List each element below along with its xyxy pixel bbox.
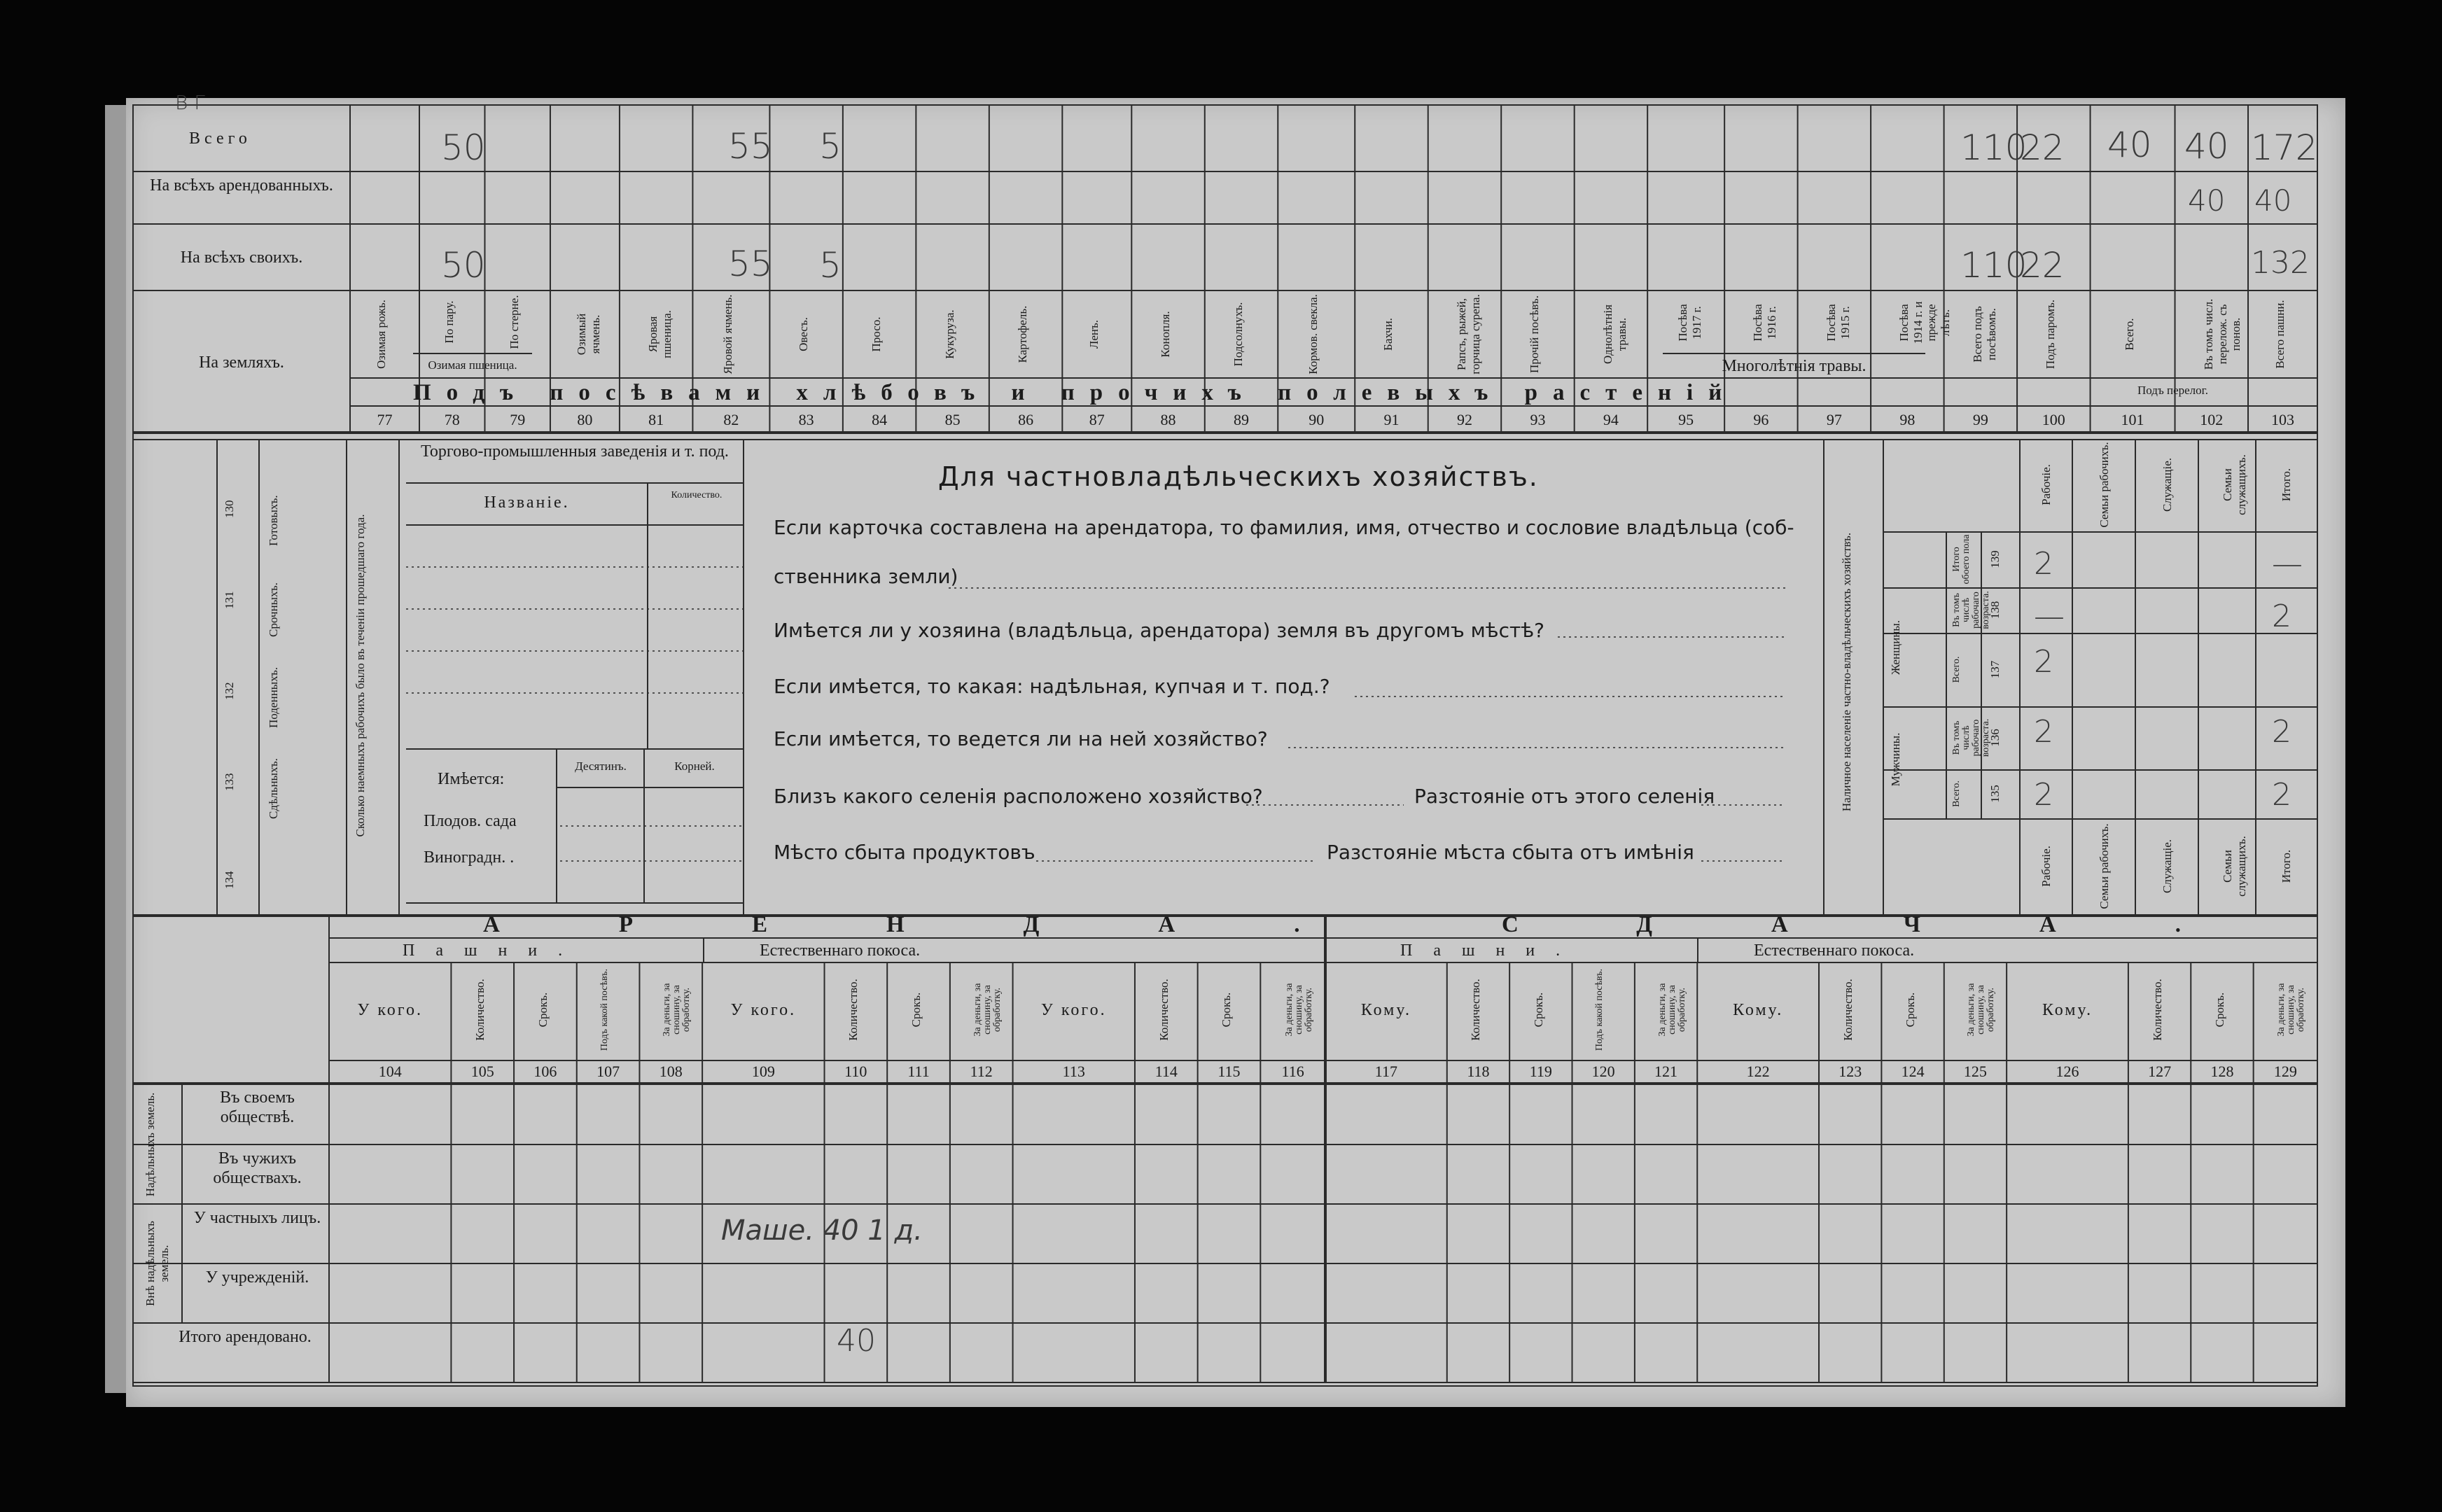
has-label: Имѣется: — [438, 770, 505, 788]
row-rented-label: На всѣхъ арендованныхъ. — [150, 176, 333, 195]
lease-column-header: Количество. — [473, 979, 487, 1041]
hw-total-rye: 50 — [441, 127, 486, 168]
question-market: Мѣсто сбыта продуктовъ — [774, 841, 1035, 864]
lease-column-number: 106 — [533, 1063, 557, 1080]
lease-column-number: 111 — [907, 1063, 930, 1080]
population-bottom-header: Итого. — [2279, 849, 2293, 883]
row-other-communities: Въ чужихъ обществахъ. — [213, 1149, 302, 1187]
lease-column-number: 128 — [2210, 1063, 2234, 1080]
lease-column-number: 121 — [1654, 1063, 1678, 1080]
crop-header: Ленъ. — [1087, 319, 1101, 349]
lease-column-number: 105 — [470, 1063, 494, 1080]
lease-column-number: 109 — [751, 1063, 775, 1080]
worker-type-number: 130 — [223, 500, 236, 518]
lease-column-number: 112 — [970, 1063, 993, 1080]
hw-own-oats: 5 — [819, 245, 842, 286]
population-row-number: 136 — [1988, 729, 2002, 747]
population-row-label: Въ томъ числѣ рабочаго возраста. — [1951, 718, 1991, 757]
lease-column-number: 108 — [659, 1063, 683, 1080]
worker-type-number: 133 — [223, 773, 236, 791]
men-label: Мужчины. — [1889, 732, 1902, 787]
lease-column-header: Кому. — [1733, 1001, 1784, 1019]
question-village: Близъ какого селенiя расположено хозяйство? — [774, 785, 1263, 808]
lease-column-number: 119 — [1529, 1063, 1552, 1080]
crop-header: Посѣва 1915 г. — [1824, 304, 1852, 342]
crop-header: По пару. — [442, 300, 456, 344]
hw-total-arable: 172 — [2251, 127, 2318, 168]
lease-out-hay-header: Естественнаго покоса. — [1754, 941, 1915, 960]
crop-number: 79 — [510, 411, 526, 428]
lease-column-number: 115 — [1217, 1063, 1241, 1080]
hw-total-value: 2 — [2272, 714, 2291, 750]
worker-type-number: 134 — [223, 871, 236, 889]
lease-column-header: Количество. — [1841, 979, 1855, 1041]
hw-workers-value: 2 — [2034, 644, 2053, 680]
hw-own-barley: 55 — [728, 244, 773, 284]
private-holdings-title: Для частновладѣльческихъ хозяйствъ. — [938, 461, 1539, 492]
lease-column-header: Срокъ. — [1904, 992, 1918, 1028]
hw-total-fallow: 22 — [2020, 127, 2065, 168]
lease-out-arable-header: Пашни. — [1400, 941, 1582, 960]
row-institutions: У учрежденiй. — [205, 1268, 309, 1287]
crop-number: 96 — [1753, 411, 1769, 428]
crop-header: Всего пашни. — [2273, 300, 2287, 369]
population-title: Наличное населенiе частно-владѣльческихъ хозяйствъ. — [1840, 532, 1853, 812]
lease-column-header: Срокъ. — [1220, 992, 1234, 1028]
worker-type-label: Срочныхъ. — [267, 582, 280, 637]
row-own-community: Въ своемъ обществѣ. — [220, 1088, 295, 1126]
lease-in-arable-header: Пашни. — [403, 941, 584, 960]
lease-column-header: Кому. — [2042, 1001, 2093, 1019]
question-owner-cont: ственника земли) — [774, 565, 958, 588]
crop-header: Подъ паромъ. — [2044, 299, 2058, 370]
lease-column-number: 126 — [2056, 1063, 2079, 1080]
crop-header: Посѣва 1916 г. — [1751, 304, 1778, 342]
hw-rented-lay: 40 — [2188, 183, 2226, 218]
question-land-kind: Если имѣется, то какая: надѣльная, купчая и т. под.? — [774, 675, 1330, 698]
crop-header: Посѣва 1917 г. — [1676, 304, 1703, 342]
crop-number: 101 — [2121, 411, 2144, 428]
crop-number: 98 — [1899, 411, 1916, 428]
allotment-lands-label: Надѣльныхъ земель. — [144, 1092, 157, 1197]
population-row-number: 135 — [1988, 785, 2002, 803]
hand-mark: В Г — [175, 91, 205, 114]
crop-number: 78 — [444, 411, 460, 428]
crop-header: Бахчи. — [1381, 318, 1395, 351]
row-own-label: На всѣхъ своихъ. — [180, 248, 303, 267]
hw-own-rye: 50 — [441, 245, 486, 286]
crop-header: Яровой ячмень. — [721, 294, 735, 374]
lease-column-header: У кого. — [357, 1001, 424, 1019]
population-bottom-header: Семьи рабочихъ. — [2097, 823, 2111, 909]
lease-column-header: Подъ какой посѣвъ. — [599, 968, 610, 1051]
crop-number: 94 — [1603, 411, 1619, 428]
crop-number: 77 — [377, 411, 393, 428]
lease-column-header: Количество. — [1157, 979, 1171, 1041]
crop-number: 87 — [1089, 411, 1105, 428]
population-row-number: 139 — [1988, 550, 2002, 568]
population-row-label: Всего. — [1951, 656, 1962, 683]
crop-header: Кормов. свекла. — [1306, 294, 1320, 374]
lease-column-header: Подъ какой посѣвъ. — [1594, 968, 1605, 1051]
row-total-label: Всего — [189, 130, 251, 148]
population-top-header: Служащiе. — [2160, 458, 2174, 512]
lease-column-number: 124 — [1901, 1063, 1925, 1080]
hw-total-value: 2 — [2272, 777, 2291, 813]
worker-type-number: 131 — [223, 591, 236, 609]
crop-header: Всего. — [2123, 318, 2137, 351]
lease-column-header: Кому. — [1360, 1001, 1411, 1019]
crop-number: 82 — [723, 411, 739, 428]
name-column-header: Названiе. — [484, 493, 570, 512]
row-private-persons: У частныхъ лицъ. — [193, 1209, 321, 1227]
hw-own-arable: 132 — [2251, 245, 2310, 281]
lease-column-header: Срокъ. — [1531, 992, 1545, 1028]
lease-column-header: Количество. — [2150, 979, 2164, 1041]
crop-number: 88 — [1160, 411, 1176, 428]
population-row-label: Всего. — [1951, 780, 1962, 807]
lease-column-number: 104 — [378, 1063, 402, 1080]
question-farming: Если имѣется, то ведется ли на ней хозяйство? — [774, 727, 1268, 750]
lease-column-number: 125 — [1963, 1063, 1987, 1080]
lease-column-header: За деньги, за сношину, за обработку. — [972, 983, 1003, 1037]
sown-band-header: Подъ посѣвами хлѣбовъ и прочихъ полевыхъ растенiй — [413, 380, 1738, 405]
trade-establishments-header: Торгово-промышленныя заведенiя и т. под. — [421, 442, 729, 461]
lease-column-header: За деньги, за сношину, за обработку. — [662, 983, 692, 1037]
question-owner: Если карточка составлена на арендатора, то фамилия, имя, отчество и сословие владѣльца (соб- — [774, 516, 1794, 539]
crop-number: 90 — [1309, 411, 1325, 428]
hw-rented-arable: 40 — [2254, 183, 2292, 218]
worker-type-label: Поденныхъ. — [267, 667, 280, 728]
lease-column-number: 118 — [1467, 1063, 1490, 1080]
lease-in-hay-header: Естественнаго покоса. — [760, 941, 921, 960]
crop-header: Рапсъ, рыжей, горчица сурепа. — [1454, 294, 1482, 374]
crop-number: 80 — [577, 411, 593, 428]
crop-header: Озимый ячмень. — [575, 313, 602, 356]
worker-type-label: Сдѣльныхъ. — [267, 758, 280, 819]
orchard-label: Плодов. сада — [424, 812, 517, 830]
lease-column-header: У кого. — [730, 1001, 797, 1019]
lease-column-header: За деньги, за сношину, за обработку. — [2276, 983, 2307, 1037]
population-row-label: Въ томъ числѣ рабочаго возраста. — [1951, 591, 1991, 629]
hw-lease-total: 40 — [837, 1323, 876, 1359]
lease-column-header: За деньги, за сношину, за обработку. — [1966, 983, 1997, 1037]
hw-own-fallow: 22 — [2020, 245, 2065, 286]
lease-column-header: Количество. — [1469, 979, 1483, 1041]
winter-wheat-header: Озимая пшеница. — [428, 358, 517, 372]
hw-total-value: — — [2272, 546, 2303, 582]
question-other-land: Имѣется ли у хозяина (владѣльца, арендатора) земля въ другомъ мѣстѣ? — [774, 619, 1544, 642]
hw-total-barley: 55 — [728, 126, 773, 167]
hw-workers-value: 2 — [2034, 546, 2053, 582]
lease-column-header: Срокъ. — [909, 992, 923, 1028]
crop-header: Подсолнухъ. — [1232, 302, 1246, 367]
roots-header: Корней. — [674, 760, 715, 773]
quantity-column-header: Количество. — [671, 490, 723, 500]
crop-number: 102 — [2200, 411, 2224, 428]
worker-type-label: Готовыхъ. — [267, 495, 280, 546]
lease-column-number: 120 — [1591, 1063, 1615, 1080]
population-bottom-header: Семьи служащихъ. — [2220, 836, 2248, 897]
lease-column-number: 116 — [1281, 1063, 1304, 1080]
crop-number: 86 — [1018, 411, 1034, 428]
hw-workers-value: 2 — [2034, 777, 2053, 813]
vineyard-label: Виноградн. . — [424, 848, 515, 867]
hw-workers-value: 2 — [2034, 714, 2053, 750]
lease-column-header: Срокъ. — [2212, 992, 2226, 1028]
lease-column-number: 129 — [2273, 1063, 2297, 1080]
crop-number: 84 — [872, 411, 888, 428]
fallow-header: Подъ перелог. — [2137, 384, 2208, 397]
lease-column-number: 123 — [1839, 1063, 1862, 1080]
population-bottom-header: Служащiе. — [2160, 839, 2174, 893]
hw-total-oats: 5 — [819, 126, 842, 167]
women-label: Женщины. — [1889, 620, 1902, 675]
crop-number: 93 — [1530, 411, 1546, 428]
population-top-header: Итого. — [2279, 468, 2293, 502]
population-top-header: Семьи служащихъ. — [2220, 454, 2248, 515]
crop-header: Кукуруза. — [942, 309, 956, 359]
worker-type-number: 132 — [223, 682, 236, 700]
crop-number: 89 — [1234, 411, 1250, 428]
lease-column-number: 127 — [2148, 1063, 2172, 1080]
hw-total-lay-incl: 40 — [2184, 126, 2229, 167]
crop-number: 103 — [2271, 411, 2294, 428]
lease-column-number: 110 — [844, 1063, 867, 1080]
lease-column-header: У кого. — [1040, 1001, 1107, 1019]
perennial-grass-header: Многолѣтнiя травы. — [1722, 357, 1867, 375]
crop-header: Посѣва 1914 г. и прежде лѣтъ. — [1897, 301, 1952, 344]
lease-column-number: 117 — [1374, 1063, 1397, 1080]
crop-number: 97 — [1826, 411, 1842, 428]
crop-header: Конопля. — [1158, 311, 1172, 358]
lease-in-header: АРЕНДА. — [483, 912, 1419, 937]
population-top-header: Рабочiе. — [2039, 464, 2053, 505]
population-row-number: 137 — [1988, 660, 2002, 679]
row-total-leased: Итого арендовано. — [179, 1328, 312, 1346]
lease-column-header: За деньги, за сношину, за обработку. — [1656, 983, 1687, 1037]
non-allotment-lands-label: Внѣ надѣльныхъ земель. — [144, 1221, 171, 1306]
crop-header: Картофель. — [1016, 305, 1030, 363]
hw-workers-value: — — [2034, 598, 2065, 634]
hw-total-sown: 110 — [1960, 127, 2028, 168]
crop-header: Озимая рожь. — [375, 300, 389, 369]
crop-header: Всего подъ посѣвомъ. — [1970, 306, 1998, 363]
hw-total-lay: 40 — [2107, 125, 2152, 165]
lease-column-header: Срокъ. — [536, 992, 550, 1028]
crop-number: 85 — [944, 411, 961, 428]
crop-number: 92 — [1456, 411, 1472, 428]
population-row-label: Итого обоего пола — [1951, 534, 1972, 584]
hw-lease-entry: Маше. 40 1 д. — [721, 1214, 923, 1247]
lease-column-number: 122 — [1746, 1063, 1770, 1080]
crop-header: Овесъ. — [796, 317, 810, 351]
crop-header: Въ томъ числ. перелож. съ понов. — [2201, 298, 2242, 370]
population-bottom-header: Рабочiе. — [2039, 846, 2053, 887]
lease-column-header: Количество. — [846, 979, 860, 1041]
lease-column-header: За деньги, за сношину, за обработку. — [1283, 983, 1314, 1037]
crop-header: Однолѣтнiя травы. — [1600, 304, 1628, 364]
desyatin-header: Десятинъ. — [575, 760, 627, 773]
question-village-distance: Разстоянiе отъ этого селенiя — [1414, 785, 1715, 808]
population-row-number: 138 — [1988, 601, 2002, 620]
question-market-distance: Разстоянiе мѣста сбыта отъ имѣнiя — [1327, 841, 1694, 864]
crop-header: Просо. — [870, 316, 884, 352]
crop-number: 95 — [1678, 411, 1694, 428]
crop-number: 99 — [1972, 411, 1988, 428]
crop-header: По стерне. — [508, 295, 522, 349]
crop-header: Прочiй посѣвъ. — [1528, 295, 1542, 373]
crop-number: 83 — [798, 411, 814, 428]
hw-own-sown: 110 — [1960, 245, 2028, 286]
crop-header: Яровая пшеница. — [646, 310, 674, 358]
lease-out-header: СДАЧА. — [1502, 912, 2301, 937]
population-top-header: Семьи рабочихъ. — [2097, 442, 2111, 528]
hw-total-value: 2 — [2272, 598, 2291, 634]
crop-number: 81 — [648, 411, 664, 428]
lease-column-number: 114 — [1154, 1063, 1178, 1080]
hired-workers-label: Сколько наемныхъ рабочихъ было въ теченiи прошедшаго года. — [354, 514, 367, 837]
lease-column-number: 113 — [1062, 1063, 1085, 1080]
row-lands-label: На земляхъ. — [199, 354, 284, 372]
crop-number: 100 — [2042, 411, 2065, 428]
crop-number: 91 — [1383, 411, 1400, 428]
lease-column-number: 107 — [596, 1063, 620, 1080]
